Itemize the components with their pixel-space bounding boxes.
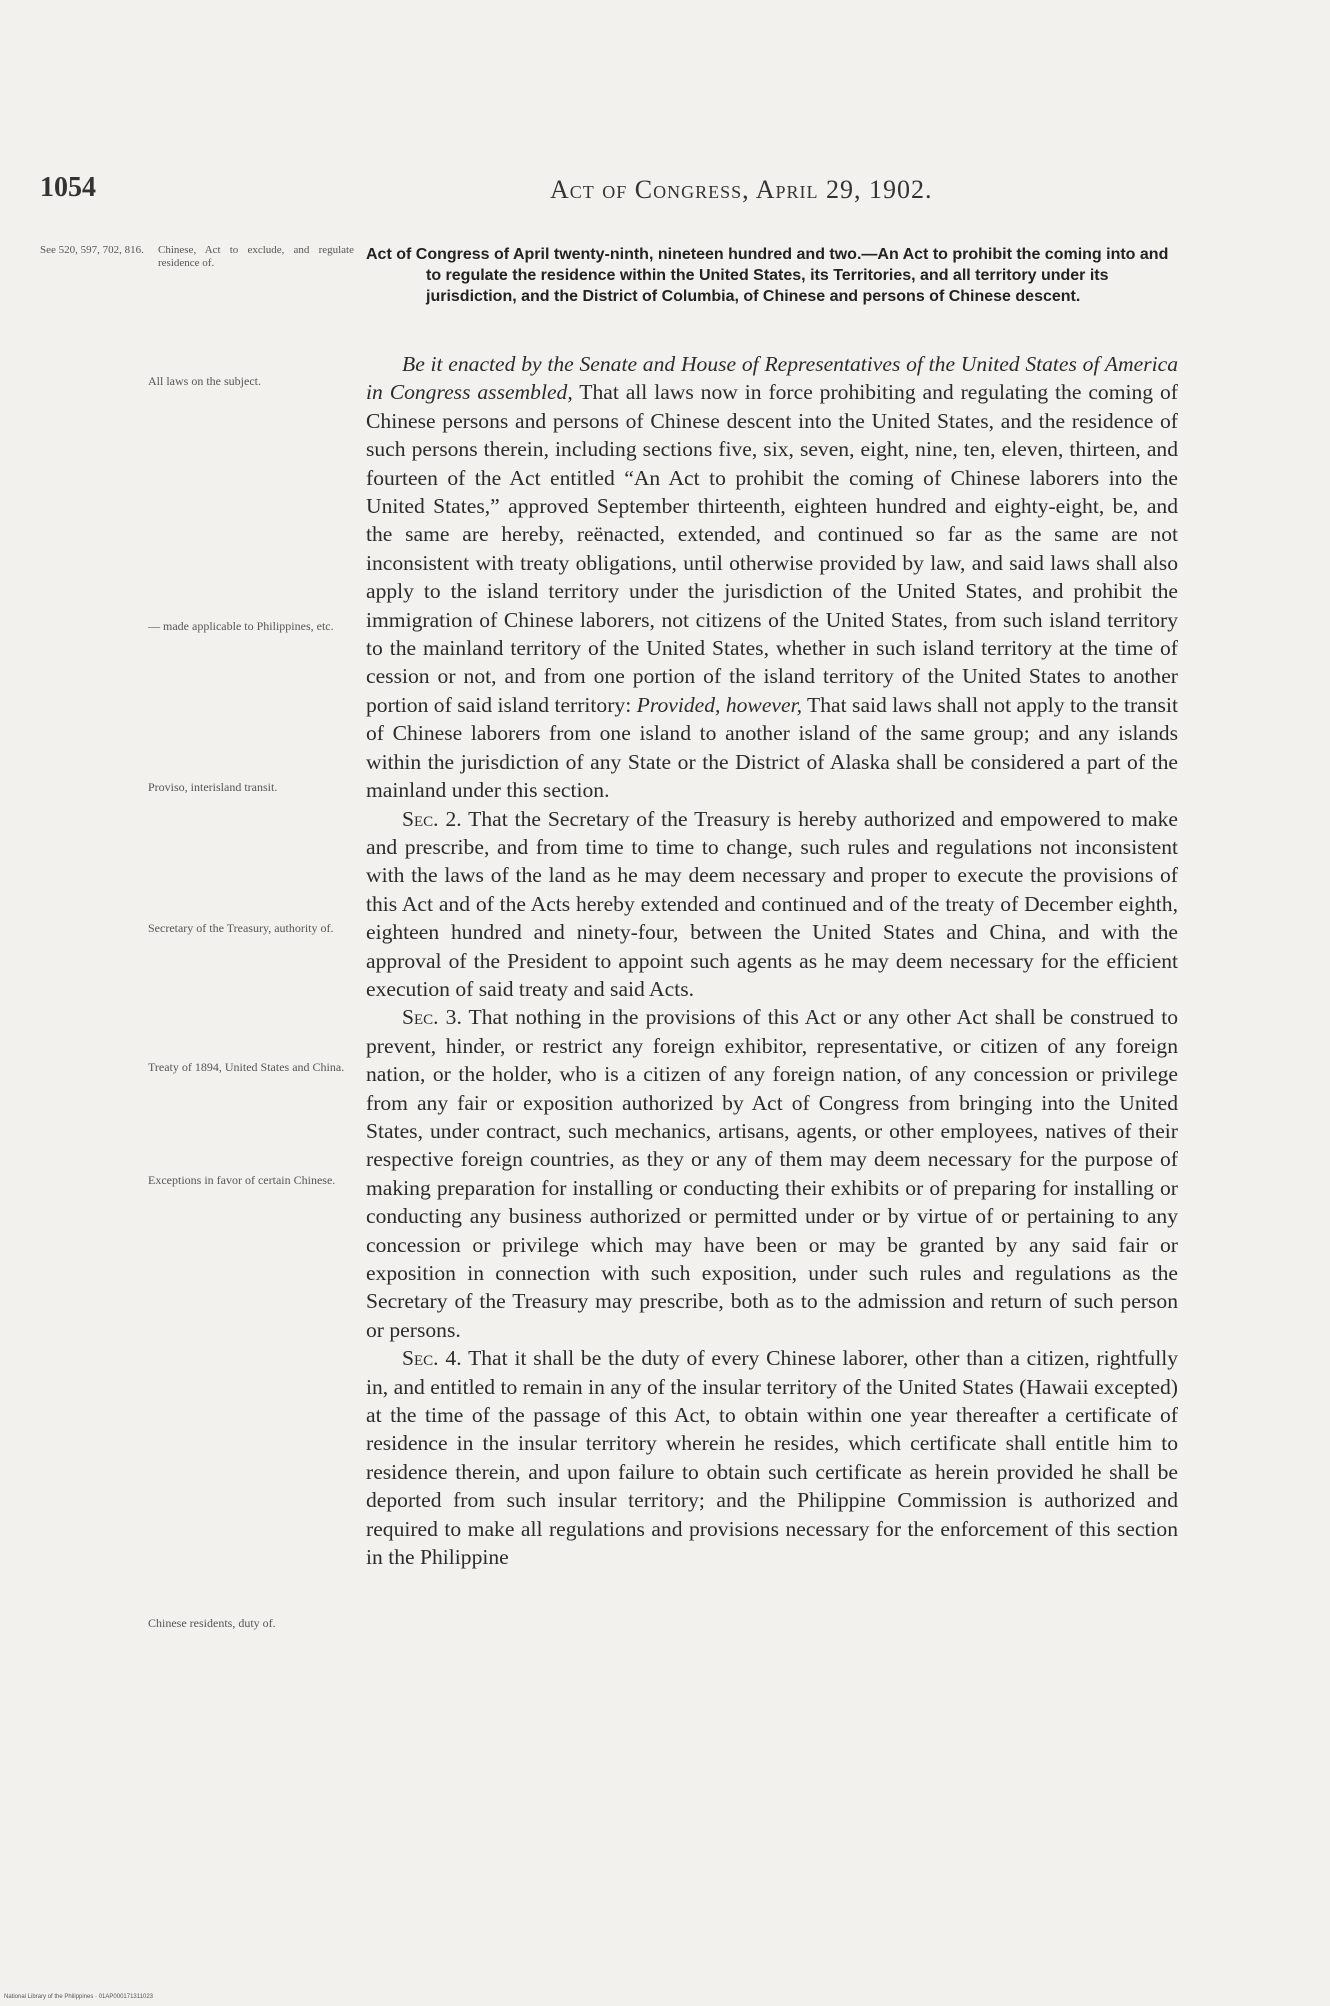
page-number: 1054 xyxy=(40,172,96,203)
footer-stamp: National Library of the Philippines · 01AP000171311023 xyxy=(4,1994,153,2000)
running-head: Act of Congress, April 29, 1902. xyxy=(550,175,933,204)
act-title-lead: Act of Congress of April twenty-ninth, nineteen hundred and two.— xyxy=(366,246,878,263)
section-2-text: That the Secretary of the Treasury is hereby authorized and empowered to make and prescribe, and from time to time to change, such rules and regulations not inconsistent with the laws of the land as he may deem necessary and proper to execute the provisions of this Act and of the Acts hereby extended and continued and of the treaty of December eighth, eighteen hundred and ninety-four, between the United States and China, and with the approval of the President to appoint such agents as he may deem necessary for the efficient execution of said treaty and said Acts. xyxy=(366,806,1178,1001)
side-note-secretary: Secretary of the Treasury, authority of. xyxy=(148,921,334,935)
margin-reference-topic: Chinese, Act to exclude, and regulate residence of. xyxy=(158,244,354,269)
section-1 xyxy=(366,350,1178,805)
side-note-treaty: Treaty of 1894, United States and China. xyxy=(148,1060,345,1074)
section-3 xyxy=(366,1003,1178,1344)
margin-reference: See 520, 597, 702, 816. xyxy=(40,244,144,256)
body-text xyxy=(366,350,1178,1571)
section-2-label: Sec. 2. xyxy=(402,806,462,831)
proviso-label: Provided, however, xyxy=(636,692,802,717)
proviso-text: That said laws shall not apply to the transit of Chinese laborers from one island to another island of the same group; and any islands within the jurisdiction of any State or the District of Alaska shall be considered a part of the mainland under this section. xyxy=(366,692,1178,803)
section-3-label: Sec. 3. xyxy=(402,1005,462,1030)
side-note-chinese-residents: Chinese residents, duty of. xyxy=(148,1616,276,1630)
side-note-proviso: Proviso, interisland transit. xyxy=(148,780,278,794)
section-4-label: Sec. 4. xyxy=(402,1346,462,1371)
enacting-clause: Be it enacted by the Senate and House of Representatives of the United States of America in Congress assembled, xyxy=(366,352,1178,405)
side-note-philippines: — made applicable to Philippines, etc. xyxy=(148,619,334,633)
section-1-text: That all laws now in force prohibiting and regulating the coming of Chinese persons and persons of Chinese descent into the United States, and the residence of such persons therein, including sections five, six, seven, eight, nine, ten, eleven, thirteen, and fourteen of the Act entitled “An Act to prohibit the coming of Chinese laborers into the United States,” approved September thirteenth, eighteen hundred and eighty-eight, be, and the same are hereby, reënacted, extended, and continued so far as the same are not inconsistent with treaty obligations, until otherwise provided by law, and said laws shall also apply to the island territory under the jurisdiction of the United States, and prohibit the immigration of Chinese laborers, not citizens of the United States, from such island territory to the mainland territory of the United States, whether in such island territory at the time of cession or not, and from one portion of the island territory of the United States to another portion of said island territory: xyxy=(366,380,1178,717)
act-title-rest: An Act to prohibit the coming into and to regulate the residence within the United States, its Territories, and all territory under its jurisdiction, and the District of Columbia, of Chinese and persons of Chinese descent. xyxy=(426,246,1169,305)
side-note-all-laws: All laws on the subject. xyxy=(148,374,261,388)
section-2 xyxy=(366,805,1178,1004)
section-3-text: That nothing in the provisions of this Act or any other Act shall be construed to prevent, hinder, or restrict any foreign exhibitor, representative, or citizen of any foreign nation, or the holder, who is a citizen of any foreign nation, of any concession or privilege from any fair or exposition authorized by Act of Congress from bringing into the United States, under contract, such mechanics, artisans, agents, or other employees, natives of their respective foreign countries, as they or any of them may deem necessary for the purpose of making preparation for installing or conducting their exhibits or of preparing for installing or conducting any business authorized or permitted under or by virtue of or pertaining to any concession or privilege which may have been or may be granted by any said fair or exposition in connection with such exposition, under such rules and regulations as the Secretary of the Treasury may prescribe, both as to the admission and return of such person or persons. xyxy=(366,1005,1179,1342)
side-note-exceptions: Exceptions in favor of certain Chinese. xyxy=(148,1173,336,1187)
section-4 xyxy=(366,1344,1178,1571)
section-4-text: That it shall be the duty of every Chinese laborer, other than a citizen, rightfully in, and entitled to remain in any of the insular territory of the United States (Hawaii excepted) at the time of the passage of this Act, to obtain within one year thereafter a certificate of residence in the insular territory wherein he resides, which certificate shall entitle him to residence therein, and upon failure to obtain such certificate as herein provided he shall be deported from such insular territory; and the Philippine Commission is authorized and required to make all regulations and provisions necessary for the enforcement of this section in the Philippine xyxy=(366,1346,1179,1570)
act-title xyxy=(366,244,1182,307)
